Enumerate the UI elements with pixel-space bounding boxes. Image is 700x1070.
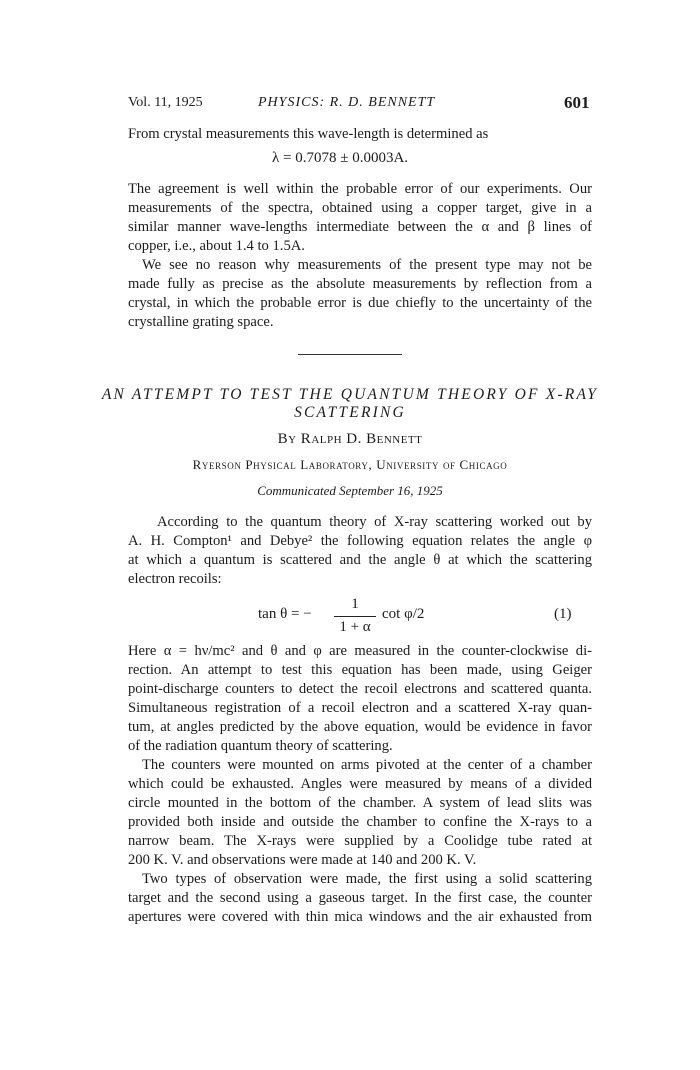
body-line: The counters were mounted on arms pivoted at the center of a chamber [142,757,592,773]
equation-denominator: 1 + α [339,619,371,635]
body-line: tum, at angles predicted by the above equation, would be evidence in favor [128,719,592,735]
affiliation: Ryerson Physical Laboratory, University of Chicago [192,457,508,472]
prev-equation: λ = 0.7078 ± 0.0003A. [272,150,409,166]
body-line: Two types of observation were made, the first using a solid scattering [142,871,592,887]
body-line: of the radiation quantum theory of scattering. [128,738,393,754]
body-line: rection. An attempt to test this equation has been made, using Geiger [128,662,592,678]
body-line: A. H. Compton¹ and Debye² the following equation relates the angle φ [128,533,592,549]
prev-para1-line: copper, i.e., about 1.4 to 1.5A. [128,238,305,254]
body-line: apertures were covered with thin mica windows and the air exhausted from [128,909,592,925]
body-line: which could be exhausted. Angles were measured by means of a divided [128,776,592,792]
body-line: Here α = hν/mc² and θ and φ are measured in the counter-clockwise di- [128,643,592,659]
article-title-line2: SCATTERING [294,404,406,421]
communicated-date: Communicated September 16, 1925 [257,483,443,498]
prev-para2-line: crystalline grating space. [128,314,274,330]
body-line: Simultaneous registration of a recoil electron and a scattered X-ray quan- [128,700,592,716]
equation-lhs: tan θ = − [258,606,312,622]
body-line: provided both inside and outside the chamber to confine the X-rays to a [128,814,592,830]
body-line: at which a quantum is scattered and the angle θ at which the scattering [128,552,592,568]
body-line: 200 K. V. and observations were made at 140 and 200 K. V. [128,852,477,868]
running-title: PHYSICS: R. D. BENNETT [258,95,436,110]
author-byline: By Ralph D. Bennett [277,431,423,447]
body-line: According to the quantum theory of X-ray scattering worked out by [157,514,592,530]
article-title-line1: AN ATTEMPT TO TEST THE QUANTUM THEORY OF X-RAY [101,386,599,403]
equation-number: (1) [554,606,572,622]
section-divider [298,354,402,355]
prev-para2-line: We see no reason why measurements of the present type may not be [142,257,592,273]
prev-para2-line: crystal, in which the probable error is due chiefly to the uncertainty of the [128,295,592,311]
prev-para1-line: measurements of the spectra, obtained using a copper target, give in a [128,200,592,216]
body-line: circle mounted in the bottom of the chamber. A system of lead slits was [128,795,592,811]
body-line: target and the second using a gaseous target. In the first case, the counter [128,890,592,906]
equation-numerator: 1 [351,596,359,612]
page-number: 601 [564,93,590,112]
prev-intro-line: From crystal measurements this wave-length is determined as [128,126,489,142]
body-line: electron recoils: [128,571,222,587]
volume-label: Vol. 11, 1925 [128,95,203,110]
body-line: point-discharge counters to detect the recoil electrons and scattered quanta. [128,681,592,697]
body-line: narrow beam. The X-rays were supplied by a Coolidge tube rated at [128,833,592,849]
prev-para1-line: similar manner wave-lengths intermediate between the α and β lines of [128,219,592,235]
fraction-bar [334,616,376,617]
prev-para2-line: made fully as precise as the absolute measurements by reflection from a [128,276,592,292]
prev-para1-line: The agreement is well within the probable error of our experiments. Our [128,181,592,197]
equation-rhs: cot φ/2 [382,606,425,622]
